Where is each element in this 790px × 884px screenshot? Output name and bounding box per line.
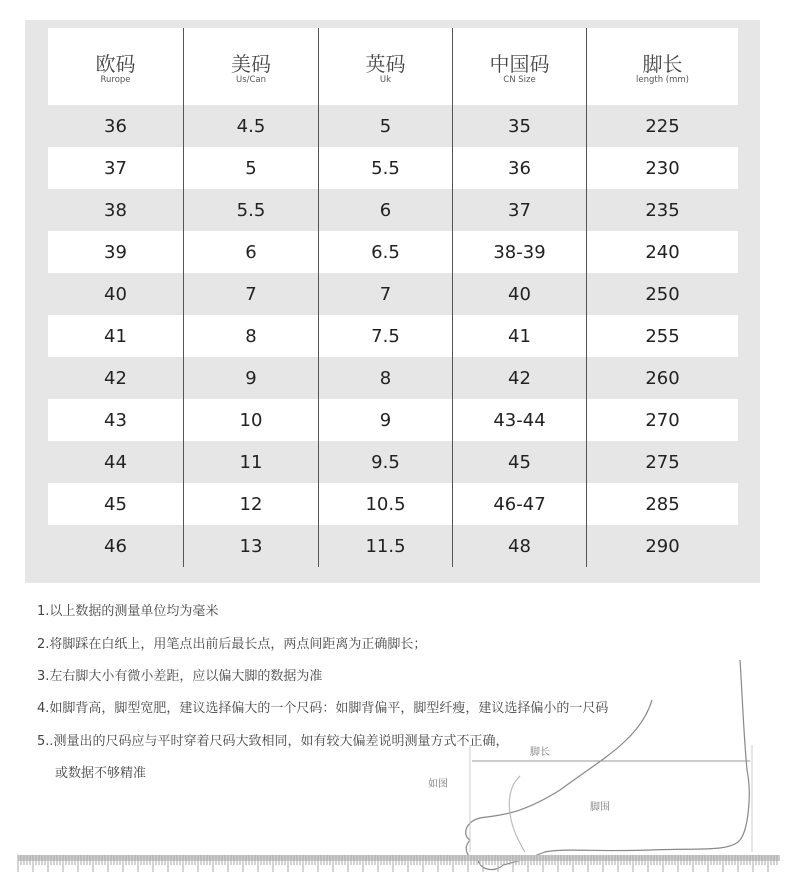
cell-value: 270 <box>645 409 680 431</box>
cell-value: 5 <box>245 157 257 179</box>
table-cell <box>586 189 738 231</box>
cell-value: 9 <box>379 409 392 431</box>
table-cell <box>452 357 586 399</box>
note-5-cont: 或数据不够精准 <box>55 766 147 781</box>
table-cell <box>183 189 318 231</box>
note-1: 1.以上数据的测量单位均为毫米 <box>37 604 219 619</box>
table-cell <box>586 315 738 357</box>
cell-value: 38 <box>104 199 127 221</box>
table-cell <box>48 357 183 399</box>
table-cell <box>318 399 452 441</box>
note-3: 3.左右脚大小有微小差距，应以偏大脚的数据为准 <box>37 669 323 684</box>
table-cell <box>48 189 183 231</box>
cell-value: 40 <box>508 283 531 305</box>
table-cell <box>586 483 738 525</box>
cell-value: 7 <box>245 283 257 305</box>
table-cell <box>48 525 183 567</box>
header-en: Rurope <box>100 74 131 85</box>
table-cell <box>48 483 183 525</box>
header-4 <box>586 28 738 105</box>
table-cell <box>586 399 738 441</box>
table-row <box>48 399 738 441</box>
cell-value: 250 <box>645 283 680 305</box>
cell-value: 13 <box>239 535 263 557</box>
cell-value: 260 <box>645 367 680 389</box>
table-cell <box>318 273 452 315</box>
table-cell <box>48 147 183 189</box>
table-cell <box>183 399 318 441</box>
table-cell <box>586 357 738 399</box>
table-cell <box>318 525 452 567</box>
table-cell <box>452 483 586 525</box>
cell-value: 5 <box>379 115 392 137</box>
cell-value: 35 <box>508 115 531 137</box>
header-zh: 美码 <box>231 51 271 76</box>
cell-value: 36 <box>104 115 127 137</box>
cell-value: 225 <box>645 115 680 137</box>
cell-value: 10.5 <box>365 493 406 515</box>
table-cell <box>318 357 452 399</box>
cell-value: 255 <box>645 325 680 347</box>
cell-value: 6 <box>245 241 257 263</box>
foot-measurement-diagram <box>0 590 790 884</box>
table-cell <box>318 315 452 357</box>
cell-value: 41 <box>508 325 531 347</box>
table-cell <box>586 441 738 483</box>
header-en: length (mm) <box>636 74 689 85</box>
table-cell <box>48 231 183 273</box>
table-cell <box>183 273 318 315</box>
header-2 <box>318 28 452 105</box>
table-cell <box>48 441 183 483</box>
cell-value: 7 <box>379 283 392 305</box>
cell-value: 37 <box>508 199 531 221</box>
table-cell <box>452 273 586 315</box>
note-4: 4.如脚背高，脚型宽肥，建议选择偏大的一个尺码：如脚背偏平，脚型纤瘦，建议选择偏小的一尺码 <box>37 701 609 716</box>
table-row <box>48 231 738 273</box>
cell-value: 285 <box>645 493 680 515</box>
cell-value: 42 <box>104 367 127 389</box>
table-cell <box>48 273 183 315</box>
cell-value: 45 <box>104 493 127 515</box>
table-cell <box>318 483 452 525</box>
table-cell <box>183 147 318 189</box>
header-en: Uk <box>379 74 392 85</box>
cell-value: 36 <box>508 157 531 179</box>
table-row <box>48 105 738 147</box>
table-cell <box>183 357 318 399</box>
table-header <box>48 28 738 105</box>
header-1 <box>183 28 318 105</box>
header-zh: 中国码 <box>489 51 550 76</box>
foot-outline-icon <box>466 660 750 870</box>
cell-value: 46 <box>104 535 127 557</box>
table-cell <box>452 315 586 357</box>
table-cell <box>452 189 586 231</box>
header-0 <box>48 28 183 105</box>
length-label: 脚长 <box>530 747 550 758</box>
table-cell <box>452 231 586 273</box>
cell-value: 9.5 <box>371 451 400 473</box>
table-row <box>48 315 738 357</box>
table-cell <box>318 147 452 189</box>
table-cell <box>48 315 183 357</box>
cell-value: 230 <box>645 157 680 179</box>
table-cell <box>48 105 183 147</box>
cell-value: 37 <box>104 157 127 179</box>
cell-value: 5.5 <box>371 157 400 179</box>
table-cell <box>586 147 738 189</box>
table-cell <box>183 525 318 567</box>
cell-value: 290 <box>645 535 680 557</box>
table-row <box>48 147 738 189</box>
size-table <box>48 28 738 567</box>
cell-value: 6.5 <box>371 241 400 263</box>
cell-value: 43-44 <box>493 409 546 431</box>
table-row <box>48 189 738 231</box>
cell-value: 41 <box>104 325 127 347</box>
cell-value: 275 <box>645 451 680 473</box>
table-cell <box>452 105 586 147</box>
table-row <box>48 441 738 483</box>
cell-value: 43 <box>104 409 127 431</box>
table-cell <box>586 105 738 147</box>
cell-value: 5.5 <box>236 199 266 221</box>
cell-value: 9 <box>245 367 257 389</box>
table-cell <box>183 105 318 147</box>
cell-value: 42 <box>508 367 531 389</box>
header-3 <box>452 28 586 105</box>
table-row <box>48 525 738 567</box>
table-cell <box>586 525 738 567</box>
cell-value: 45 <box>508 451 531 473</box>
header-zh: 欧码 <box>95 51 136 76</box>
cell-value: 40 <box>104 283 127 305</box>
cell-value: 235 <box>645 199 680 221</box>
cell-value: 240 <box>645 241 680 263</box>
header-zh: 英码 <box>365 51 406 76</box>
cell-value: 48 <box>508 535 531 557</box>
cell-value: 44 <box>104 451 127 473</box>
table-cell <box>318 105 452 147</box>
note-5: 5..测量出的尺码应与平时穿着尺码大致相同，如有较大偏差说明测量方式不正确， <box>37 734 509 749</box>
girth-label: 脚围 <box>590 802 610 813</box>
header-en: Us/Can <box>235 74 267 85</box>
table-cell <box>318 189 452 231</box>
table-cell <box>183 483 318 525</box>
table-cell <box>452 399 586 441</box>
header-en: CN Size <box>503 74 536 85</box>
example-label: 如图 <box>428 779 448 790</box>
table-cell <box>183 315 318 357</box>
cell-value: 6 <box>379 199 392 221</box>
cell-value: 38-39 <box>493 241 546 263</box>
table-row <box>48 357 738 399</box>
cell-value: 10 <box>239 409 263 431</box>
table-cell <box>318 441 452 483</box>
note-2: 2.将脚踩在白纸上，用笔点出前后最长点，两点间距离为正确脚长； <box>37 637 427 652</box>
cell-value: 11.5 <box>365 535 406 557</box>
cell-value: 46-47 <box>493 493 546 515</box>
cell-value: 8 <box>245 325 257 347</box>
table-cell <box>318 231 452 273</box>
table-row <box>48 483 738 525</box>
cell-value: 12 <box>239 493 263 515</box>
header-zh: 脚长 <box>642 51 683 76</box>
cell-value: 4.5 <box>236 115 266 137</box>
table-row <box>48 273 738 315</box>
table-cell <box>452 147 586 189</box>
table-cell <box>586 273 738 315</box>
table-cell <box>586 231 738 273</box>
table-cell <box>452 525 586 567</box>
table-cell <box>183 441 318 483</box>
cell-value: 11 <box>239 451 263 473</box>
table-cell <box>183 231 318 273</box>
cell-value: 8 <box>379 367 392 389</box>
cell-value: 39 <box>104 241 127 263</box>
cell-value: 7.5 <box>371 325 400 347</box>
table-cell <box>452 441 586 483</box>
table-cell <box>48 399 183 441</box>
